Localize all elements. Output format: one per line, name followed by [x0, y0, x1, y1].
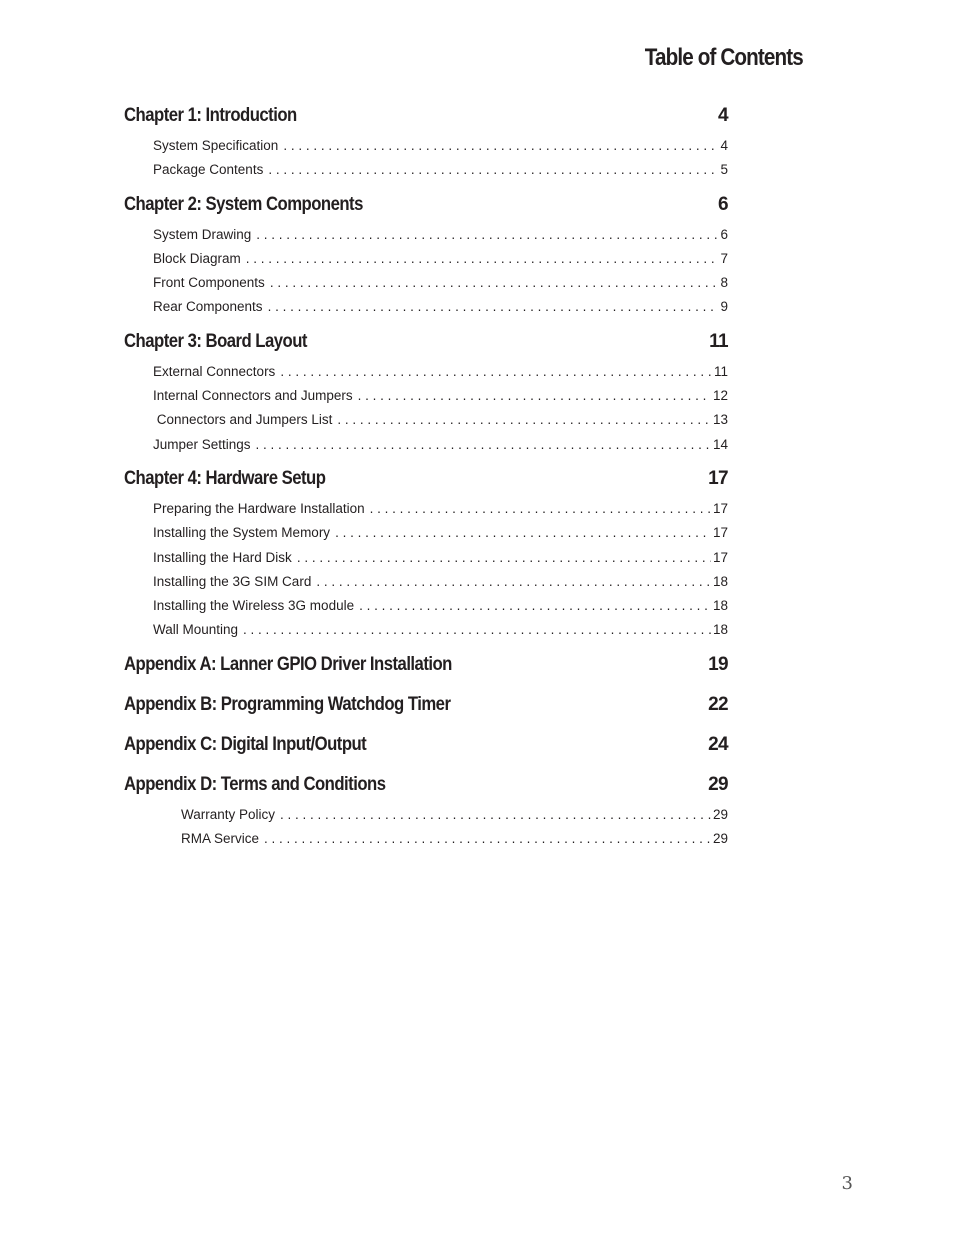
chapter-page-number: 4	[718, 105, 728, 126]
appendix-title: Appendix C: Digital Input/Output	[124, 733, 367, 755]
toc-entry[interactable]	[124, 247, 728, 271]
toc-entry[interactable]	[124, 271, 728, 295]
appendix-title: Appendix D: Terms and Conditions	[124, 773, 386, 795]
dot-leader	[335, 521, 711, 545]
dot-leader	[280, 803, 711, 827]
dot-leader	[370, 497, 711, 521]
toc-chapter	[124, 100, 728, 183]
entry-title: Installing the 3G SIM Card	[153, 573, 312, 589]
chapter-title: Chapter 3: Board Layout	[124, 330, 307, 352]
toc-entry[interactable]	[124, 521, 728, 545]
dot-leader	[316, 570, 711, 594]
appendix-page-number: 19	[708, 653, 728, 675]
toc-entry[interactable]	[124, 223, 728, 247]
chapter-page-number: 11	[709, 330, 728, 352]
chapter-title: Chapter 1: Introduction	[124, 105, 297, 126]
entry-page-number: 17	[712, 500, 728, 516]
dot-leader	[256, 223, 718, 247]
entry-page-number: 7	[720, 250, 728, 266]
dot-leader	[243, 618, 711, 642]
toc-entry[interactable]	[124, 295, 728, 319]
toc-entry[interactable]	[124, 827, 728, 851]
chapter-heading[interactable]	[124, 100, 728, 132]
toc-appendix	[124, 649, 728, 689]
entry-title: RMA Service	[181, 831, 260, 847]
dot-leader	[270, 271, 719, 295]
toc-entry[interactable]	[124, 594, 728, 618]
entry-title: Block Diagram	[153, 250, 241, 266]
dot-leader	[246, 247, 719, 271]
appendix-title: Appendix B: Programming Watchdog Timer	[124, 693, 451, 715]
entry-page-number: 12	[712, 388, 728, 404]
chapter-entries	[124, 497, 728, 643]
entry-title: System Drawing	[153, 226, 252, 242]
toc-entry[interactable]	[124, 384, 728, 408]
entry-title: Warranty Policy	[181, 806, 276, 822]
chapter-entries	[124, 134, 728, 183]
entry-page-number: 6	[720, 226, 728, 242]
appendix-heading[interactable]	[124, 769, 728, 801]
entry-page-number: 17	[712, 549, 728, 565]
toc-entry[interactable]	[124, 803, 728, 827]
chapter-page-number: 6	[718, 193, 728, 215]
toc-appendix	[124, 729, 728, 769]
dot-leader	[337, 408, 711, 432]
appendix-entries	[124, 803, 728, 852]
entry-title: Rear Components	[153, 299, 263, 315]
toc-entry[interactable]	[124, 433, 728, 457]
toc-entry[interactable]	[124, 618, 728, 642]
entry-title: Wall Mounting	[153, 622, 239, 638]
page-title: Table of Contents	[644, 44, 803, 71]
entry-page-number: 11	[713, 363, 728, 379]
dot-leader	[264, 827, 711, 851]
chapter-entries	[124, 360, 728, 457]
chapter-heading[interactable]	[124, 326, 728, 358]
dot-leader	[256, 433, 711, 457]
dot-leader	[358, 384, 711, 408]
toc-entry[interactable]	[124, 408, 728, 432]
entry-page-number: 17	[712, 525, 728, 541]
toc-chapter	[124, 189, 728, 320]
toc-entry[interactable]	[124, 546, 728, 570]
chapter-title: Chapter 4: Hardware Setup	[124, 467, 326, 489]
table-of-contents	[124, 100, 728, 857]
entry-title: Connectors and Jumpers List	[153, 412, 333, 428]
dot-leader	[268, 295, 719, 319]
entry-title: Front Components	[153, 275, 265, 291]
dot-leader	[359, 594, 711, 618]
toc-appendix	[124, 689, 728, 729]
spacer	[124, 681, 728, 689]
toc-appendix	[124, 769, 728, 852]
entry-page-number: 8	[720, 275, 728, 291]
toc-chapter	[124, 326, 728, 457]
toc-entry[interactable]	[124, 134, 728, 158]
entry-title: Package Contents	[153, 162, 264, 178]
spacer	[124, 761, 728, 769]
dot-leader	[297, 546, 711, 570]
dot-leader	[268, 158, 718, 182]
spacer	[124, 721, 728, 729]
appendix-heading[interactable]	[124, 689, 728, 721]
entry-title: Internal Connectors and Jumpers	[153, 388, 353, 404]
entry-page-number: 5	[720, 162, 728, 178]
entry-title: Installing the Hard Disk	[153, 549, 292, 565]
entry-title: Jumper Settings	[153, 436, 251, 452]
appendix-page-number: 29	[708, 773, 728, 795]
entry-page-number: 9	[720, 299, 728, 315]
toc-entry[interactable]	[124, 158, 728, 182]
toc-entry[interactable]	[124, 497, 728, 521]
chapter-entries	[124, 223, 728, 320]
entry-title: Installing the System Memory	[153, 525, 331, 541]
appendix-heading[interactable]	[124, 729, 728, 761]
entry-page-number: 29	[712, 831, 728, 847]
appendix-page-number: 22	[708, 693, 728, 715]
toc-entry[interactable]	[124, 360, 728, 384]
chapter-title: Chapter 2: System Components	[124, 193, 363, 215]
dot-leader	[280, 360, 712, 384]
entry-page-number: 18	[712, 622, 728, 638]
appendix-page-number: 24	[708, 733, 728, 755]
page-number: 3	[841, 1173, 853, 1194]
entry-title: External Connectors	[153, 363, 276, 379]
entry-title: Preparing the Hardware Installation	[153, 500, 365, 516]
toc-entry[interactable]	[124, 570, 728, 594]
dot-leader	[283, 134, 718, 158]
entry-page-number: 13	[712, 412, 728, 428]
appendix-title: Appendix A: Lanner GPIO Driver Installation	[124, 653, 452, 675]
entry-page-number: 18	[712, 573, 728, 589]
chapter-heading[interactable]	[124, 189, 728, 221]
entry-page-number: 18	[712, 598, 728, 614]
entry-title: System Specification	[153, 138, 279, 153]
appendix-heading[interactable]	[124, 649, 728, 681]
entry-page-number: 4	[720, 138, 728, 153]
entry-page-number: 29	[712, 806, 728, 822]
toc-chapter	[124, 463, 728, 643]
chapter-heading[interactable]	[124, 463, 728, 495]
entry-title: Installing the Wireless 3G module	[153, 598, 355, 614]
entry-page-number: 14	[712, 436, 728, 452]
chapter-page-number: 17	[708, 467, 728, 489]
